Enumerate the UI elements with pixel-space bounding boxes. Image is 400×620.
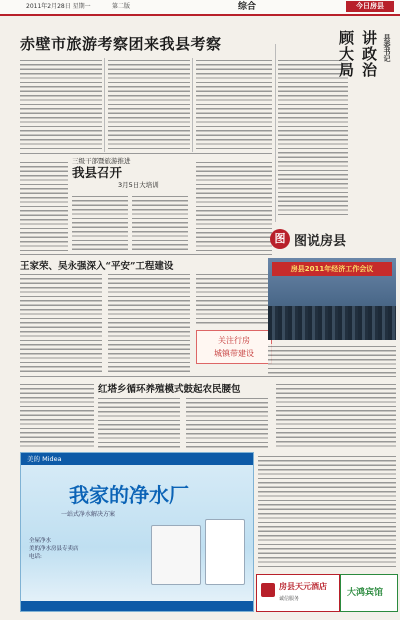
section-divider (20, 254, 272, 255)
picture-section-title: 图说房县 (294, 233, 347, 249)
slogan-box (196, 330, 272, 364)
photo-caption (268, 344, 396, 374)
ad-brand: 美的 Midea (21, 453, 253, 465)
photo-crowd (268, 306, 396, 340)
article-column (108, 272, 190, 374)
article-column (132, 194, 188, 252)
article-column (98, 396, 180, 448)
article-column (276, 382, 396, 448)
section-divider (20, 376, 396, 377)
second-kicker: 三级干部暨旅游推进 (72, 157, 131, 165)
article-column (20, 160, 68, 252)
article-column (20, 58, 102, 152)
ad-subtitle: 一站式净水解决方案 (61, 511, 116, 518)
picture-section-banner (270, 228, 394, 250)
third-headline: 王家荣、吴永强深入“平安”工程建设 (20, 261, 174, 272)
water-purifier-ad (20, 452, 254, 612)
ad-info (29, 537, 145, 561)
article-column (20, 382, 94, 448)
ad-product-image (205, 519, 245, 585)
slogan-line: 城镇带建设 (214, 349, 254, 358)
page-header (0, 0, 400, 16)
ad-info-line: 电话: (29, 554, 42, 560)
article-column (196, 58, 272, 152)
vertical-headline-line: 顾大局 (337, 30, 355, 78)
section-divider (20, 153, 272, 154)
masthead-logo: 今日房县 (346, 1, 394, 12)
hotel-ad-sub: 诚信服务 (279, 596, 300, 602)
article-column (258, 454, 396, 568)
article-column (196, 160, 272, 252)
guesthouse-ad-title: 大鸿宾馆 (347, 588, 384, 598)
ad-info-line: 全屋净水 (29, 538, 52, 544)
picture-section-logo: 图 (270, 229, 290, 249)
column-divider (104, 58, 105, 152)
main-headline: 赤壁市旅游考察团来我县考察 (20, 35, 222, 53)
news-photo (268, 258, 396, 340)
article-column (108, 58, 190, 152)
ad-footer (21, 601, 253, 611)
ad-info-line: 美的净水房县专卖店 (29, 546, 79, 552)
column-divider (275, 44, 276, 222)
ad-title: 我家的净水厂 (69, 483, 189, 507)
article-column (196, 272, 272, 326)
ad-product-image (151, 525, 201, 585)
hotel-ad (256, 574, 340, 612)
issue-date: 2011年2月28日 星期一 (26, 3, 91, 10)
column-divider (192, 58, 193, 152)
section-title: 综合 (238, 2, 257, 12)
second-subheadline: 3月5日大培训 (118, 181, 159, 189)
vertical-kicker: 县委书记 (383, 34, 392, 62)
article-column (20, 272, 102, 374)
hotel-ad-title: 房县天元酒店 (279, 581, 327, 591)
vertical-headline (337, 30, 392, 200)
photo-stage-banner: 房县2011年经济工作会议 (272, 262, 392, 276)
slogan-line: 关注行房 (218, 336, 250, 345)
second-headline: 我县召开 (72, 165, 123, 180)
article-column (186, 396, 268, 448)
article-column (72, 194, 128, 252)
hotel-logo-icon (261, 583, 275, 597)
page-number: 第二版 (112, 3, 131, 10)
guesthouse-ad (340, 574, 398, 612)
fourth-headline: 红塔乡循环养殖模式鼓起农民腰包 (98, 384, 241, 395)
vertical-headline-line: 讲政治 (360, 30, 378, 78)
